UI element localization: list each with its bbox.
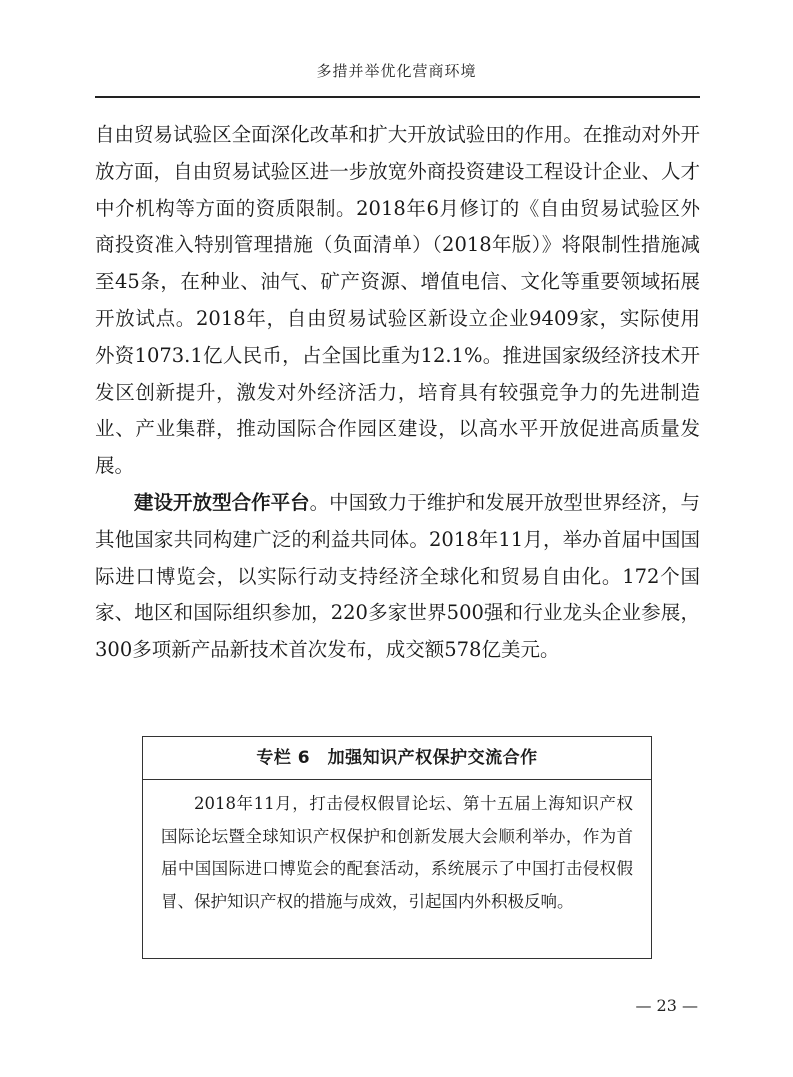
box-title: 专栏 6 加强知识产权保护交流合作 [143,737,651,780]
paragraph-2 [95,485,700,669]
paragraph-2-heading: 建设开放型合作平台 [134,490,310,514]
running-header-title: 多措并举优化营商环境 [316,62,477,80]
box-body-text: 2018年11月，打击侵权假冒论坛、第十五届上海知识产权国际论坛暨全球知识产权保护和创新发展大会顺利举办，作为首届中国国际进口博览会的配套活动，系统展示了中国打击侵权假冒、保护知识产权的措施与成效，引起国内外积极反响。 [161,794,633,911]
paragraph-2-text: 。中国致力于维护和发展开放型世界经济，与其他国家共同构建广泛的利益共同体。2018年11月，举办首届中国国际进口博览会，以实际行动支持经济全球化和贸易自由化。172个国家、地区和国际组织参加，220多家世界500强和行业龙头企业参展，300多项新产品新技术首次发布，成交额578亿美元。 [95,490,700,662]
page-number: — 23 — [635,996,698,1015]
sidebar-box [142,736,652,959]
header-divider [95,96,700,98]
paragraph-1: 自由贸易试验区全面深化改革和扩大开放试验田的作用。在推动对外开放方面，自由贸易试验区进一步放宽外商投资建设工程设计企业、人才中介机构等方面的资质限制。2018年6月修订的《自由贸易试验区外商投资准入特别管理措施（负面清单）（2018年版）》将限制性措施减至45条，在种业、油气、矿产资源、增值电信、文化等重要领域拓展开放试点。2018年，自由贸易试验区新设立企业9409家，实际使用外资1073.1亿人民币，占全国比重为12.1%。推进国家级经济技术开发区创新提升，激发对外经济活力，培育具有较强竞争力的先进制造业、产业集群，推动国际合作园区建设，以高水平开放促进高质量发展。 [95,123,700,478]
main-body [95,117,700,669]
